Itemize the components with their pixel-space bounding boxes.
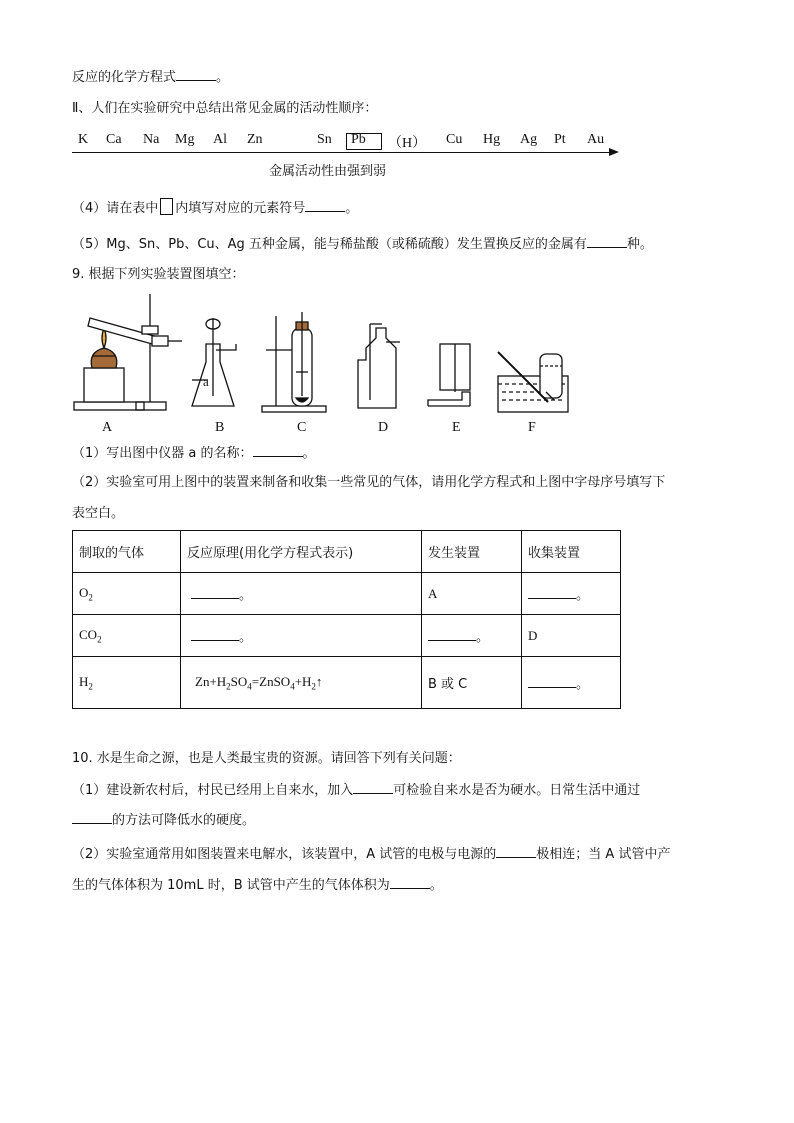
gas-cell bbox=[73, 657, 181, 709]
question-9-2-line2: 表空白。 bbox=[72, 506, 125, 521]
question-5 bbox=[72, 234, 653, 254]
period: 。 bbox=[476, 630, 490, 645]
reaction-cell: $Zn+H_2SO_4=ZnSO_4+H_2↑$ bbox=[181, 657, 422, 709]
gas-subscript: 2 bbox=[97, 634, 102, 645]
generation-cell bbox=[422, 615, 522, 657]
answer-blank[interactable] bbox=[428, 627, 476, 641]
apparatus-b bbox=[192, 318, 236, 406]
answer-blank[interactable] bbox=[253, 443, 303, 457]
period: 。 bbox=[239, 588, 253, 603]
q9-1-text: （1）写出图中仪器 a 的名称： bbox=[72, 446, 253, 461]
header-generation: 发生装置 bbox=[422, 531, 522, 573]
answer-blank[interactable] bbox=[191, 585, 239, 599]
header-collection: 收集装置 bbox=[522, 531, 621, 573]
gas-subscript: 2 bbox=[88, 681, 93, 692]
reaction-equation-text: 反应的化学方程式 bbox=[72, 70, 177, 85]
element-h: （H） bbox=[388, 136, 427, 151]
question-9-1 bbox=[72, 443, 316, 463]
q10-1-text-a: （1）建设新农村后，村民已经用上自来水，加入 bbox=[72, 783, 354, 798]
element-hg: Hg bbox=[483, 132, 501, 147]
arrow-line bbox=[72, 152, 612, 153]
apparatus-label-f: F bbox=[528, 420, 536, 435]
q5-text: （5）Mg、Sn、Pb、Cu、Ag 五种金属，能与稀盐酸（或稀硫酸）发生置换反应的金属有 bbox=[72, 237, 587, 252]
question-4 bbox=[72, 198, 358, 218]
apparatus-c bbox=[262, 312, 326, 412]
answer-blank[interactable] bbox=[72, 810, 112, 824]
element-sn: Sn bbox=[317, 132, 332, 147]
period: 。 bbox=[345, 201, 359, 216]
q10-2-text-a: （2）实验室通常用如图装置来电解水，该装置中，A 试管的电极与电源的 bbox=[72, 847, 497, 862]
gas-preparation-table bbox=[72, 530, 621, 709]
arrow-head-icon bbox=[609, 148, 619, 156]
period: 。 bbox=[576, 677, 590, 692]
apparatus-label-e: E bbox=[452, 420, 461, 435]
reaction-cell bbox=[181, 573, 422, 615]
question-10-1-line2 bbox=[72, 810, 255, 830]
section2-heading: Ⅱ、人们在实验研究中总结出常见金属的活动性顺序： bbox=[72, 101, 378, 116]
question-10-2-line2 bbox=[72, 875, 443, 895]
gas-name: H bbox=[79, 673, 89, 689]
header-gas: 制取的气体 bbox=[73, 531, 181, 573]
apparatus-label-a: A bbox=[102, 420, 113, 435]
answer-blank[interactable] bbox=[191, 627, 239, 641]
gas-subscript: 2 bbox=[88, 592, 93, 603]
element-au: Au bbox=[587, 132, 605, 147]
period: 。 bbox=[429, 878, 443, 893]
answer-blank[interactable] bbox=[496, 844, 536, 858]
q4-suffix: 内填写对应的元素符号 bbox=[175, 201, 306, 216]
q5-end: 种。 bbox=[626, 237, 653, 252]
element-pt: Pt bbox=[554, 132, 566, 147]
period: 。 bbox=[239, 630, 253, 645]
table-header-row bbox=[73, 531, 621, 573]
apparatus-label-c: C bbox=[297, 420, 307, 435]
period: 。 bbox=[576, 588, 590, 603]
question-10-1-line1 bbox=[72, 780, 640, 800]
generation-cell: B 或 C bbox=[422, 657, 522, 709]
element-na: Na bbox=[143, 132, 160, 147]
question-10-title: 10. 水是生命之源，也是人类最宝贵的资源。请回答下列有关问题： bbox=[72, 751, 461, 766]
question-9-title: 9. 根据下列实验装置图填空： bbox=[72, 267, 245, 282]
apparatus-label-d: D bbox=[378, 420, 389, 435]
table-row bbox=[73, 615, 621, 657]
q10-1-text-c: 的方法可降低水的硬度。 bbox=[112, 813, 256, 828]
reaction-equation-line bbox=[72, 67, 229, 87]
gas-name: O bbox=[79, 584, 89, 600]
collection-cell: D bbox=[522, 615, 621, 657]
apparatus-d bbox=[358, 324, 400, 408]
q10-2-text-c: 生的气体体积为 10mL 时，B 试管中产生的气体体积为 bbox=[72, 878, 390, 893]
box-icon bbox=[160, 198, 173, 215]
answer-blank[interactable] bbox=[176, 67, 216, 81]
collection-cell bbox=[522, 573, 621, 615]
answer-blank[interactable] bbox=[587, 234, 627, 248]
element-pb: Pb bbox=[351, 132, 366, 147]
generation-cell: A bbox=[422, 573, 522, 615]
apparatus-e bbox=[428, 344, 470, 406]
element-zn: Zn bbox=[247, 132, 263, 147]
instrument-a-label: a bbox=[203, 374, 209, 389]
element-mg: Mg bbox=[175, 132, 195, 147]
gas-cell bbox=[73, 573, 181, 615]
collection-cell bbox=[522, 657, 621, 709]
element-ag: Ag bbox=[520, 132, 538, 147]
apparatus-label-b: B bbox=[215, 420, 225, 435]
series-caption: 金属活动性由强到弱 bbox=[269, 164, 387, 179]
metal-activity-series bbox=[72, 132, 632, 182]
table-row bbox=[73, 657, 621, 709]
question-10-2-line1 bbox=[72, 844, 670, 864]
answer-blank[interactable] bbox=[528, 585, 576, 599]
apparatus-f bbox=[498, 352, 568, 412]
answer-blank[interactable] bbox=[528, 674, 576, 688]
header-reaction: 反应原理(用化学方程式表示) bbox=[181, 531, 422, 573]
element-k: K bbox=[78, 132, 89, 147]
answer-blank[interactable] bbox=[390, 875, 430, 889]
reaction-cell bbox=[181, 615, 422, 657]
gas-name: CO bbox=[79, 626, 98, 642]
gas-cell bbox=[73, 615, 181, 657]
answer-blank[interactable] bbox=[305, 198, 345, 212]
lab-apparatus-figure bbox=[70, 288, 590, 436]
q4-prefix: （4）请在表中 bbox=[72, 201, 159, 216]
element-ca: Ca bbox=[106, 132, 122, 147]
apparatus-a bbox=[74, 294, 182, 410]
element-cu: Cu bbox=[446, 132, 463, 147]
period: 。 bbox=[302, 446, 316, 461]
period: 。 bbox=[216, 70, 230, 85]
q10-1-text-b: 可检验自来水是否为硬水。日常生活中通过 bbox=[393, 783, 641, 798]
table-row bbox=[73, 573, 621, 615]
question-9-2-line1: （2）实验室可用上图中的装置来制备和收集一些常见的气体，请用化学方程式和上图中字母序号填写下 bbox=[72, 475, 666, 490]
q10-2-text-b: 极相连；当 A 试管中产 bbox=[536, 847, 671, 862]
answer-blank[interactable] bbox=[353, 780, 393, 794]
element-al: Al bbox=[213, 132, 227, 147]
